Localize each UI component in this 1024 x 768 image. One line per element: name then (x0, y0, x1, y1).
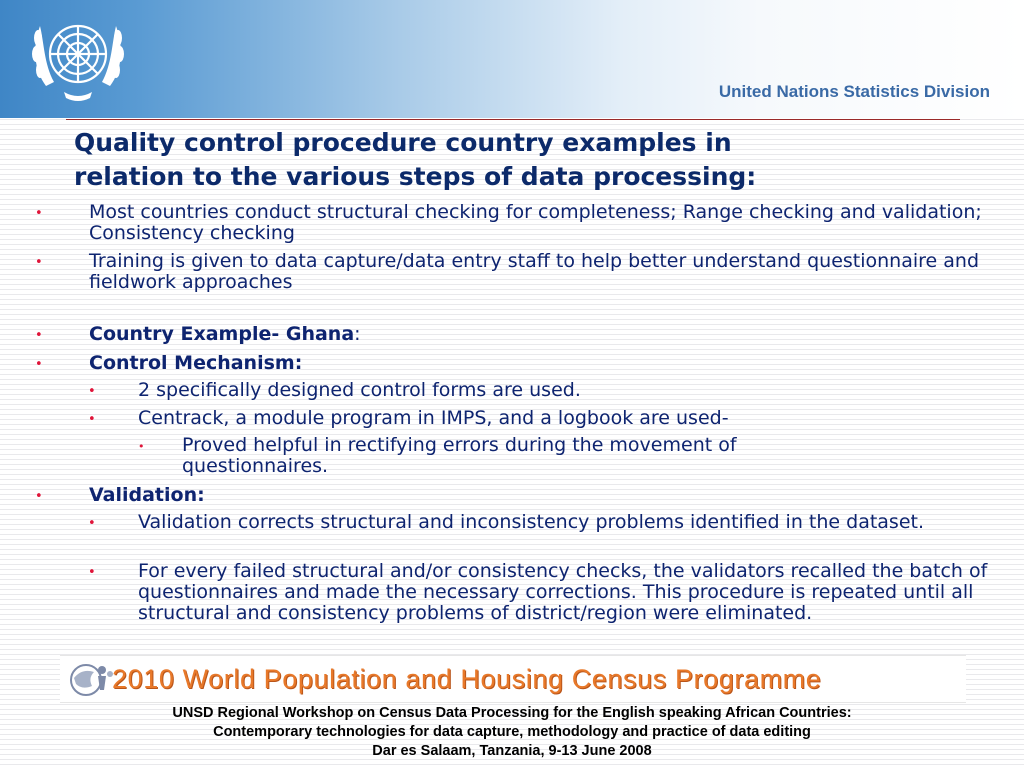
list-item (35, 201, 994, 244)
un-emblem-icon (24, 8, 132, 108)
sub-sub-list-item (138, 434, 882, 477)
bullet-icon: • (88, 412, 96, 427)
list-item-text: Centrack, a module program in IMPS, and a logbook are used- (138, 407, 729, 429)
bullet-icon: • (35, 328, 43, 343)
census-logo-icon (66, 660, 114, 698)
list-item-text: 2 specifically designed control forms are used. (138, 379, 581, 401)
banner-title: 2010 World Population and Housing Census Programme (112, 664, 822, 694)
list-item-text: Control Mechanism: (89, 352, 303, 374)
list-item-text: For every failed structural and/or consistency checks, the validators recalled the batch of questionnaires and made the necessary corrections. This procedure is repeated until all structural and consistency problems of district/region were eliminated. (138, 560, 988, 624)
sub-list-item (88, 511, 994, 533)
slide-title (74, 126, 944, 194)
bullet-icon: • (35, 489, 43, 504)
bullet-icon: • (138, 440, 145, 453)
header-bar (0, 0, 1024, 118)
list-item-text: Validation corrects structural and inconsistency problems identified in the dataset. (138, 511, 925, 533)
footer (0, 704, 1024, 761)
bullet-icon: • (88, 516, 96, 531)
list-item (35, 484, 994, 506)
list-item-text: Proved helpful in rectifying errors during the movement of questionnaires. (182, 434, 737, 477)
bullet-icon: • (35, 255, 43, 270)
list-item (35, 250, 994, 293)
bullet-icon: • (88, 565, 96, 580)
bullet-icon: • (35, 357, 43, 372)
list-item-text: : (354, 323, 361, 345)
sub-list-item (88, 379, 994, 401)
sub-list-item (88, 560, 994, 624)
list-item (35, 323, 994, 345)
footer-line-3: Dar es Salaam, Tanzania, 9-13 June 2008 (372, 743, 652, 759)
header-divider (66, 119, 960, 120)
census-programme-banner (60, 655, 966, 703)
slide-title-line-1: Quality control procedure country examples in (74, 128, 732, 157)
list-item-text: Most countries conduct structural checking for completeness; Range checking and validation; Consistency checking (89, 201, 982, 244)
footer-line-1: UNSD Regional Workshop on Census Data Processing for the English speaking African Countries: (172, 705, 852, 721)
list-item (35, 352, 994, 374)
list-item-text: Training is given to data capture/data entry staff to help better understand questionnaire and fieldwork approaches (89, 250, 980, 293)
footer-line-2: Contemporary technologies for data capture, methodology and practice of data editing (213, 724, 811, 740)
division-name: United Nations Statistics Division (718, 82, 990, 101)
bullet-icon: • (88, 384, 96, 399)
list-item-text-bold: Country Example- Ghana (89, 323, 355, 345)
slide-title-line-2: relation to the various steps of data processing: (74, 162, 757, 191)
sub-list-item (88, 407, 994, 429)
list-item-text: Validation: (89, 484, 205, 506)
bullet-icon: • (35, 206, 43, 221)
